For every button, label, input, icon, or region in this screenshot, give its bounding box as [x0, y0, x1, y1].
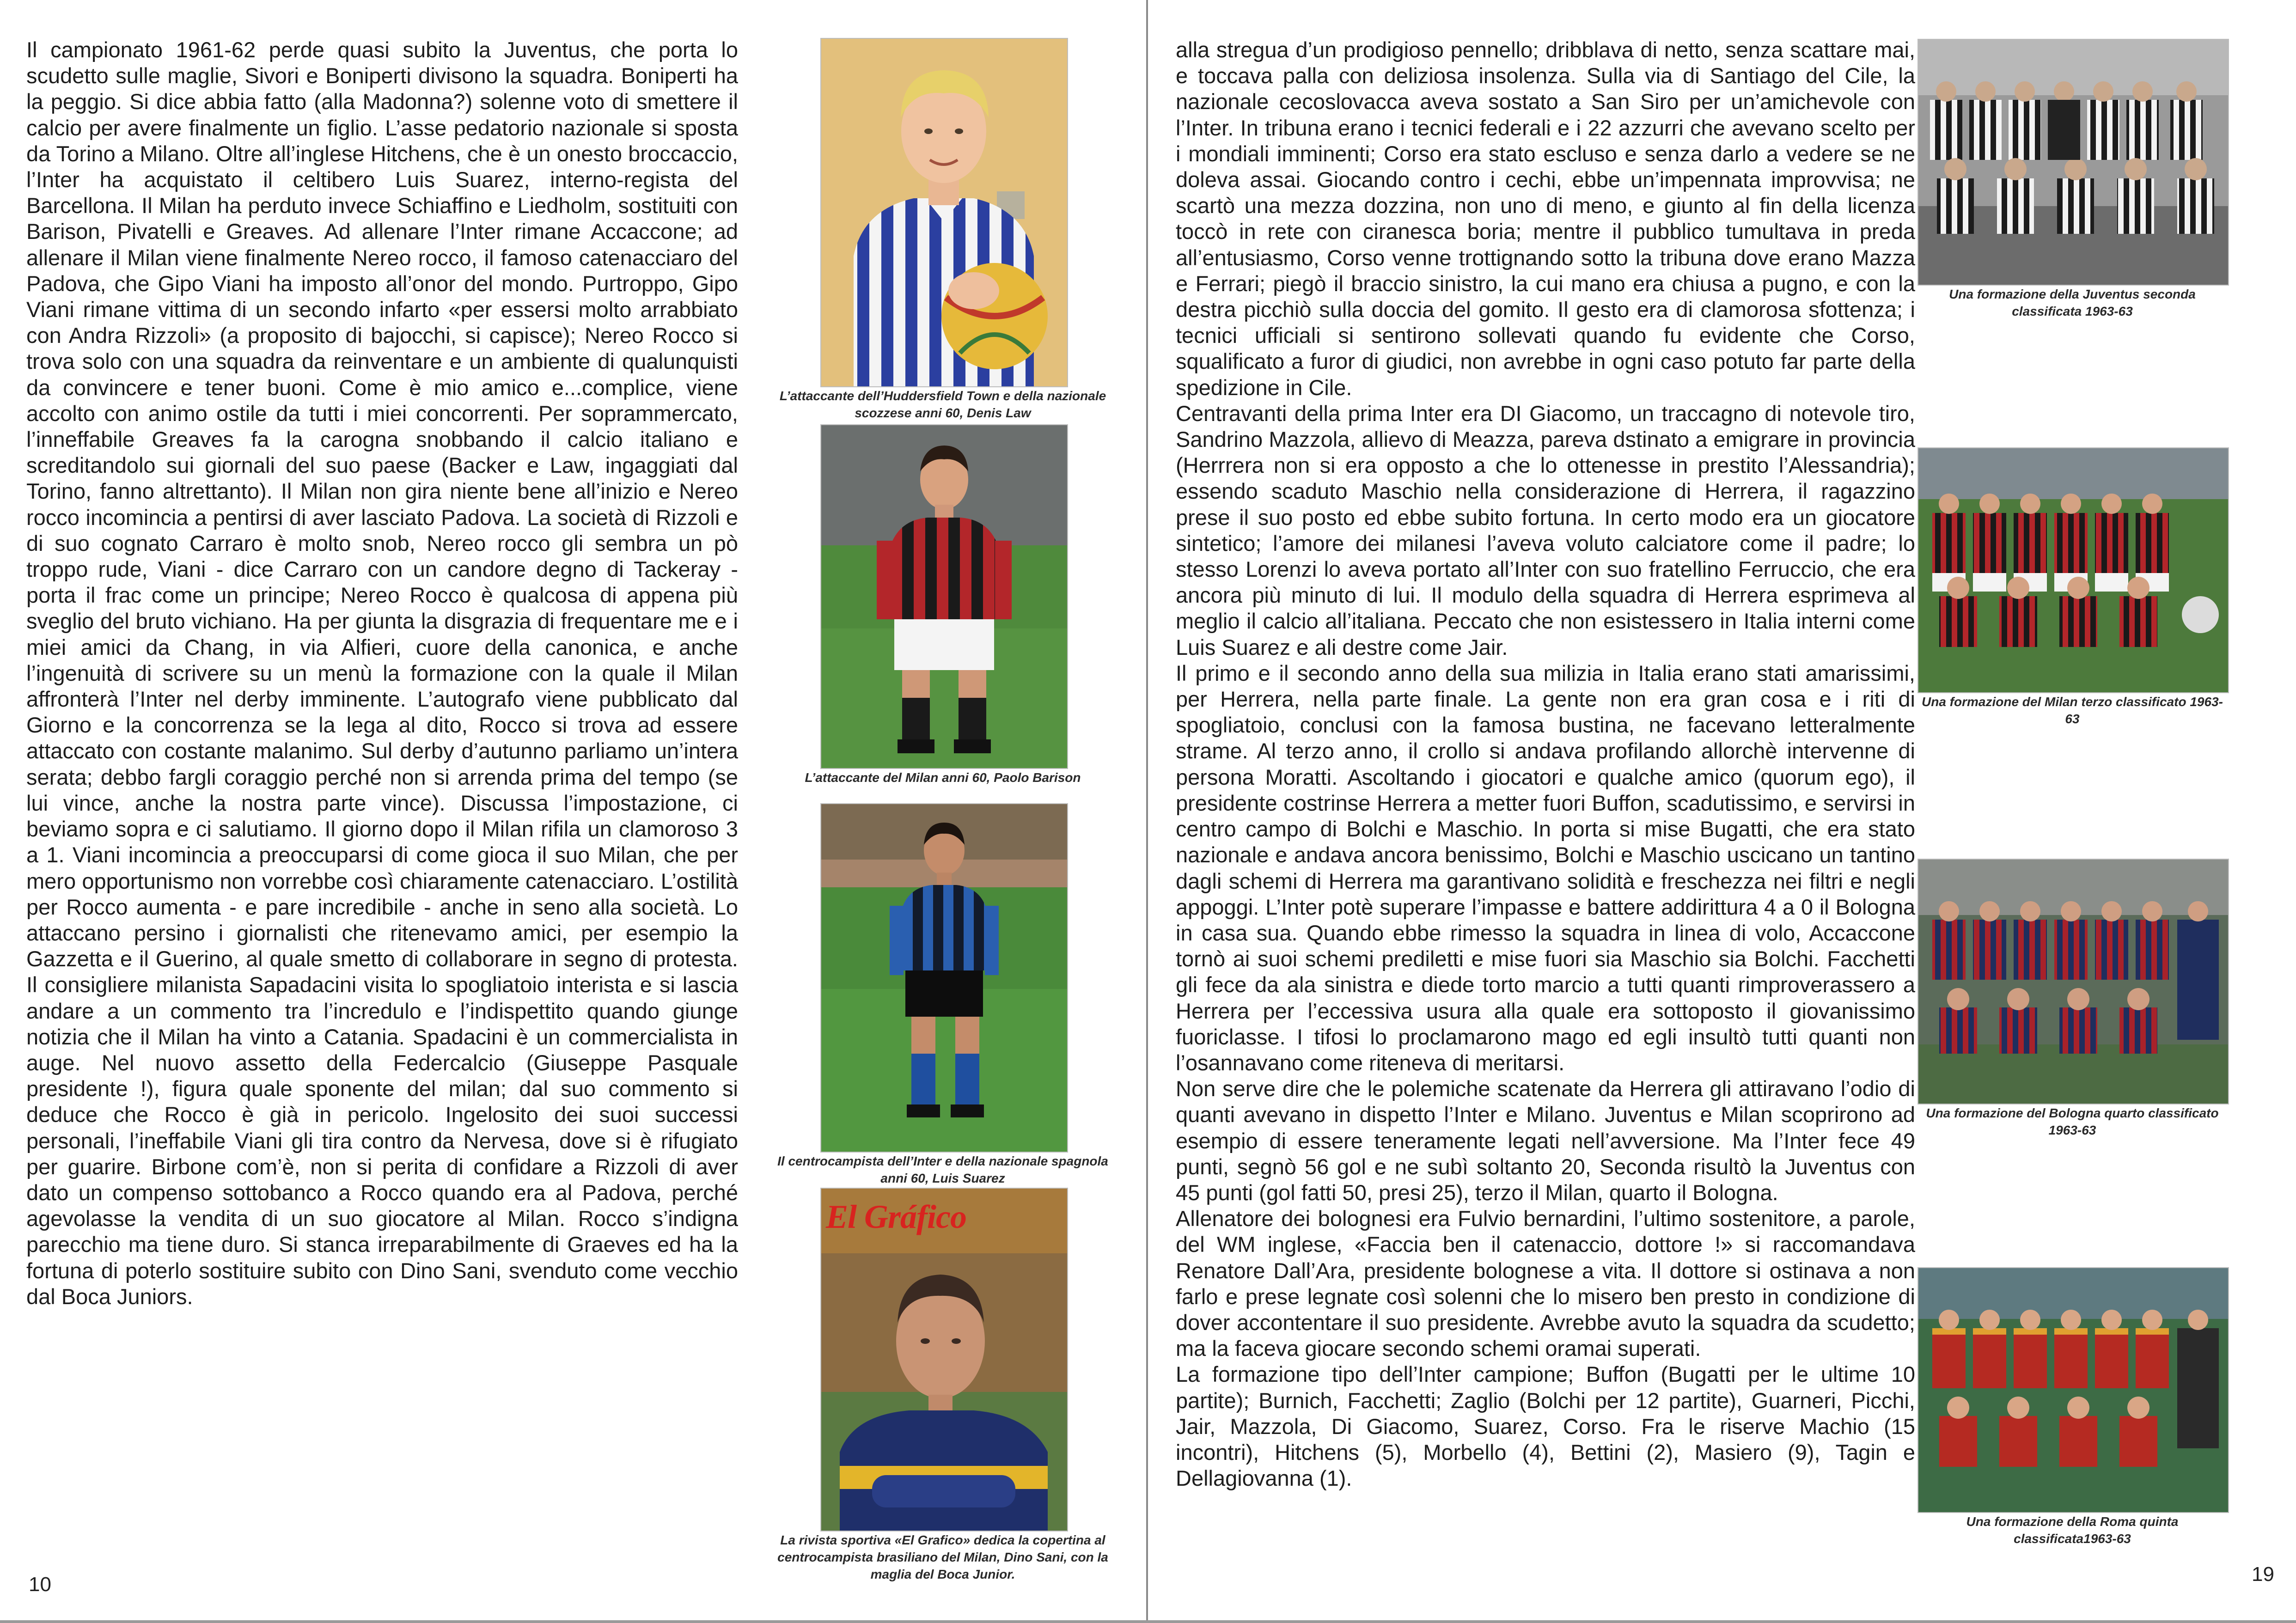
photo-team-bologna — [1917, 859, 2229, 1104]
right-paragraph: Allenatore dei bolognesi era Fulvio bernardini, l’ultimo sostenitore, a parole, del WM inglese, «Faccia ben il catenaccio, dottore !» si raccomandava Renatore Dall’Ara, presidente bolognese a vita. Il dottore si ostinava a non farlo e prese legnate così solenni che lo misero ben presto in condizione di dover accontentare il suo presidente. Avrebbe avuto la squadra da scudetto; ma la faceva giocare secondo schemi oramai superati. — [1176, 1206, 1915, 1361]
caption-paolo-barison: L’attaccante del Milan anni 60, Paolo Barison — [805, 770, 1081, 785]
team-photo-juventus — [1918, 40, 2228, 285]
player-walking-illustration — [821, 804, 1067, 1152]
page-number-left: 10 — [29, 1573, 51, 1596]
photo-team-juventus — [1917, 39, 2229, 286]
player-standing-illustration — [821, 425, 1067, 768]
caption-denis-law: L’attaccante dell’Huddersfield Town e della nazionale scozzese anni 60, Denis Law — [779, 389, 1106, 420]
left-body-text — [26, 37, 738, 1310]
team-photo-bologna — [1918, 860, 2228, 1104]
caption-roma: Una formazione della Roma quinta classificata1963-63 — [1966, 1514, 2179, 1546]
team-photo-milan — [1918, 448, 2228, 692]
photo-el-grafico-cover — [820, 1188, 1068, 1531]
photo-paolo-barison — [820, 424, 1068, 769]
photo-luis-suarez — [820, 803, 1068, 1153]
photo-denis-law — [820, 38, 1068, 387]
right-paragraph: Il primo e il secondo anno della sua milizia in Italia erano stati amarissimi, per Herrera, nella parte finale. La gente non era gran cosa e i riti di spogliatoio, conclusi con la famosa bustina, ne facevano letteralmente strame. Al terzo anno, il crollo si andava profilando allorchè intervenne di persona Moratti. Ascoltando i giocatori e qualche amico (quorum ego), il presidente costrinse Herrera a metter fuori Buffon, scadutissimo, e servirsi in centro campo di Bolchi e Maschio. In porta si mise Bugatti, che era stato nazionale e andava ancora benissimo, Bolchi e Maschio uscicano un tantino dagli schemi di Herrera ma garantivano solidità e freschezza nei filtri e negli appoggi. L’Inter potè superare l’impasse e battere addirittura 4 a 0 il Bologna in casa sua. Quando ebbe rimesso la squadra in linea di volo, Accaccone tornò ai suoi schemi prediletti e mise fuori sia Maschio sia Bolchi. Facchetti gli fece da ala sinistra e diede torto marcio a tutti quanti rimproverassero a Herrera per l’eccessiva usura alla quale era sottoposto il giovanissimo fuoriclasse. I tifosi lo proclamarono mago ed egli insultò tutti quanti non l’osannavano come riteneva di meritarsi. — [1176, 660, 1915, 1075]
team-photo-roma — [1918, 1268, 2228, 1512]
right-paragraph: alla stregua d’un prodigioso pennello; dribblava di netto, senza scattare mai, e toccava palla con deliziosa insolenza. Sulla via di Santiago del Cile, la nazionale cecoslovacca aveva sostato a San Siro per un’amichevole con l’Inter. In tribuna erano i tecnici federali e i 22 azzurri che avevano scelto per i mondiali imminenti; Corso era stato escluso e senza darlo a vedere se ne doleva assai. Giocando contro i cechi, ebbe un’impennata improvvisa; ne scartò una mezza dozzina, non uno di meno, e giunto al fin della licenza toccò in rete con ciranesca boria; mentre il pubblico tumultava in preda all’entusiasmo, Corso venne trottignando sotto la tribuna dove erano Mazza e Ferrari; piegò il braccio sinistro, la cui mano era chiusa a pugno, e con la destra picchiò sulla doccia del gomito. Il gesto era di clamorosa sfottenza; i tecnici ufficiali si sentirono sollevati quando fu evidente che Corso, squalificato a furor di giudici, non avrebbe in ogni caso potuto far parte della spedizione in Cile. — [1176, 37, 1915, 400]
caption-milan: Una formazione del Milan terzo classificato 1963-63 — [1922, 695, 2223, 726]
page-number-right: 19 — [2252, 1563, 2274, 1586]
caption-bologna: Una formazione del Bologna quarto classificato 1963-63 — [1926, 1106, 2219, 1137]
caption-juventus: Una formazione della Juventus seconda classificata 1963-63 — [1949, 287, 2196, 318]
page-bottom-edge — [0, 1620, 2296, 1623]
magazine-masthead: El Gráfico — [826, 1198, 966, 1235]
right-paragraph: Non serve dire che le polemiche scatenate da Herrera gli attiravano l’odio di quanti avevano in dispetto l’Inter e Milano. Juventus e Milan scoprirono ad esempio di essere teneramente legati nell’avversione. Ma l’Inter fece 49 punti, segnò 56 gol e ne subì soltanto 20, Seconda risultò la Juventus con 45 punti (gol fatti 50, presi 25), terzo il Milan, quarto il Bologna. — [1176, 1076, 1915, 1205]
caption-luis-suarez: Il centrocampista dell’Inter e della nazionale spagnola anni 60, Luis Suarez — [777, 1154, 1108, 1185]
right-body-text — [1176, 37, 1915, 1491]
magazine-cover-illustration — [821, 1189, 1067, 1531]
right-paragraph: Centravanti della prima Inter era DI Giacomo, un traccagno di notevole tiro, Sandrino Mazzola, allievo di Meazza, pareva dstinato a emigrare in provincia (Herrrera non si era opposto a che lo ottenesse in prestito l’Alessandria); essendo scaduto Maschio nella considerazione di Herrera, il ragazzino prese il suo posto ed ebbe subito fortuna. In certo modo era un giocatore sintetico; l’amore dei milanesi l’aveva voluto calciatore come il padre; lo stesso Lorenzi lo aveva portato all’Inter con suo fratellino Ferruccio, che era ancora più minuto di lui. Il modulo della squadra di Herrera esprimeva al meglio il calcio all’italiana. Peccato che non esistessero in Italia interni come Luis Suarez e ali destre come Jair. — [1176, 401, 1915, 659]
photo-team-milan — [1917, 447, 2229, 693]
caption-el-grafico: La rivista sportiva «El Grafico» dedica la copertina al centrocampista brasiliano del Milan, Dino Sani, con la maglia del Boca Junior. — [777, 1533, 1108, 1581]
photo-team-roma — [1917, 1267, 2229, 1513]
right-paragraph: La formazione tipo dell’Inter campione; Buffon (Bugatti per le ultime 10 partite); Burnich, Facchetti; Zaglio (Bolchi per 12 partite), Guarneri, Picchi, Jair, Mazzola, Di Giacomo, Suarez, Corso. Fra le riserve Machio (15 incontri), Hitchens (5), Morbello (4), Bettini (2), Masiero (9), Tagin e Dellagiovanna (1). — [1176, 1362, 1915, 1491]
player-portrait-illustration — [821, 39, 1067, 386]
left-paragraph: Il campionato 1961-62 perde quasi subito la Juventus, che porta lo scudetto sulle maglie, Sivori e Boniperti divisono la squadra. Boniperti ha la peggio. Si dice abbia fatto (alla Madonna?) solenne voto di smettere il calcio per avere finalmente un figlio. L’asse pedatorio nazionale si sposta da Torino a Milano. Oltre all’inglese Hitchens, che è un onesto broccaccio, l’Inter ha acquistato il celtibero Luis Suarez, interno-regista del Barcellona. Il Milan ha perduto invece Schiaffino e Liedholm, sostituiti con Barison, Pivatelli e Greaves. Ad allenare l’Inter rimane Accaccone; ad allenare il Milan viene finalmente Nereo rocco, il famoso catenacciaro del Padova, che Gipo Viani ha imposto all’onor del mondo. Purtroppo, Gipo Viani rimane vittima di un secondo infarto «per essersi molto arrabbiato con Andra Rizzoli» (a proposito di bajocchi, si capisce); Nereo Rocco si trova solo con una squadra da reinventare e un ambiente di qualunquisti da convincere e tener buoni. Come è mio amico e...complice, viene accolto con animo ostile da tutti i miei concorrenti. Per soprammercato, l’inneffabile Greaves fa la carogna snobbando il calcio italiano e screditandolo sui giornali del suo paese (Backer e Law, ingaggiati dal Torino, fanno altrettanto). Il Milan non gira niente bene all’inizio e Nereo rocco incomincia a pentirsi di aver lasciato Padova. La società di Rizzoli e di suo cognato Carraro è molto snob, Nereo rocco gli sembra un pò troppo rude, Viani - dice Carraro con un candore degno di Tackeray - porta il frac come un principe; Nereo Rocco è qualcosa di appena più sveglio del bruto vichiano. Ha per giunta la disgrazia di frequentare me e i miei amici da Chang, in via Alfieri, cuore della canonica, e anche l’ingenuità di scrivere su un menù la formazione con la quale il Milan affronterà l’Inter nel derby imminente. L’autografo viene pubblicato dal Giorno e la concorrenza se la lega al dito, Rocco si trova ad essere attaccato con costante malanimo. Sul derby d’autunno parliamo un’intera serata; debbo fargli coraggio perché non si arrenda prima del tempo (se lui vince, anche la nostra parte vince). Discussa l’impostazione, ci beviamo sopra e ci salutiamo. Il giorno dopo il Milan rifila un clamoroso 3 a 1. Viani incomincia a preoccuparsi di come gioca il suo Milan, che per mero opportunismo non vorrebbe così chiaramente catenacciaro. L’ostilità per Rocco aumenta - e pare incredibile - anche in seno alla società. Lo attaccano persino i giornalisti che ritenevamo amici, per esempio la Gazzetta e il Guerino, al quale smetto di collaborare in segno di protesta. Il consigliere milanista Sapadacini visita lo spogliatoio interista e si lascia andare a un commento tra l’incredulo e l’indispettito quando giunge notizia che il Milan ha vinto a Catania. Spadacini è un commercialista in auge. Nel nuovo assetto della Federcalcio (Giuseppe Pasquale presidente !), figura quale sponente del milan; dal suo commento si deduce che Rocco è già in pericolo. Ingelosito dei suoi successi personali, l’ineffabile Viani gli tira contro da Nervesa, dove si è rifugiato per guarire. Birbone com’è, non si perita di confidare a Rizzoli di aver dato un compenso sottobanco a Rocco quando era al Padova, perché agevolasse la vendita di un suo giocatore al Milan. Rocco s’indigna parecchio ma tiene duro. Si stanca irreparabilmente di Graeves ed ha la fortuna di poterlo sostituire subito con Dino Sani, svenduto come vecchio dal Boca Juniors. — [26, 37, 738, 1309]
right-page — [1148, 0, 2296, 1623]
